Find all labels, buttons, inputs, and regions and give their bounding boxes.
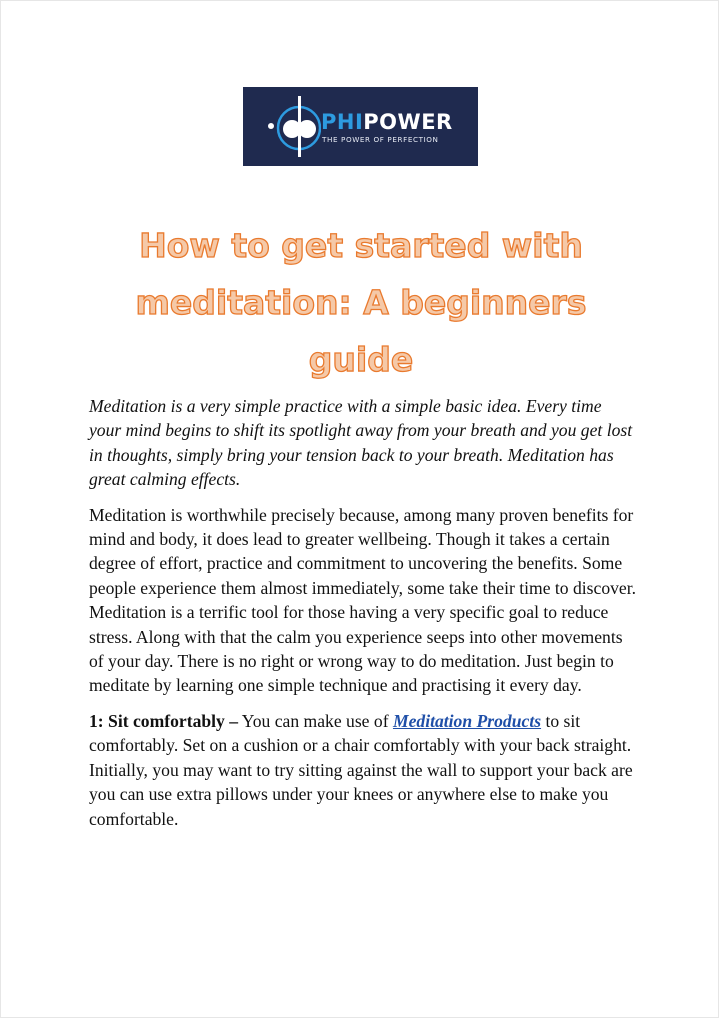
- step-1-heading: 1: Sit comfortably –: [89, 710, 239, 731]
- logo-tagline: THE POWER OF PERFECTION: [322, 135, 439, 144]
- logo-brand-name: [321, 110, 453, 134]
- step-1-text-before: You can make use of: [238, 710, 393, 731]
- logo-brand-power: POWER: [363, 110, 453, 134]
- step-1-text-after: to sit comfortably. Set on a cushion or a chair comfortably with your back straight. Initially, you may want to try sitting against the wall to support your back are you can use extra pillows under your knees or anywhere else to make you comfortable.: [89, 710, 633, 829]
- logo-brand-phi: PHI: [321, 110, 364, 134]
- title-line-1: How to get started with: [139, 226, 583, 265]
- body-paragraph: Meditation is worthwhile precisely because, among many proven benefits for mind and body, it does lead to greater wellbeing. Though it takes a certain degree of effort, practice and commitment to uncovering the benefits. Some people experience them almost immediately, some take their time to discover. Meditation is a terrific tool for those having a very specific goal to reduce stress. Along with that the calm you experience seeps into other movements of your day. There is no right or wrong way to do meditation. Just begin to meditate by learning one simple technique and practising it every day.: [89, 504, 637, 696]
- title-line-3: guide: [308, 340, 414, 379]
- phi-logo-icon: [259, 93, 321, 160]
- phipower-logo: [243, 87, 478, 166]
- step-1-paragraph: [89, 709, 637, 831]
- intro-paragraph: Meditation is a very simple practice with a simple basic idea. Every time your mind begins to shift its spotlight away from your breath and you get lost in thoughts, simply bring your tension back to your breath. Meditation has great calming effects.: [89, 396, 633, 490]
- article-body: [89, 394, 637, 842]
- page-title: [111, 217, 611, 388]
- meditation-products-link[interactable]: Meditation Products: [392, 710, 542, 731]
- title-line-2: meditation: A beginners: [135, 283, 587, 322]
